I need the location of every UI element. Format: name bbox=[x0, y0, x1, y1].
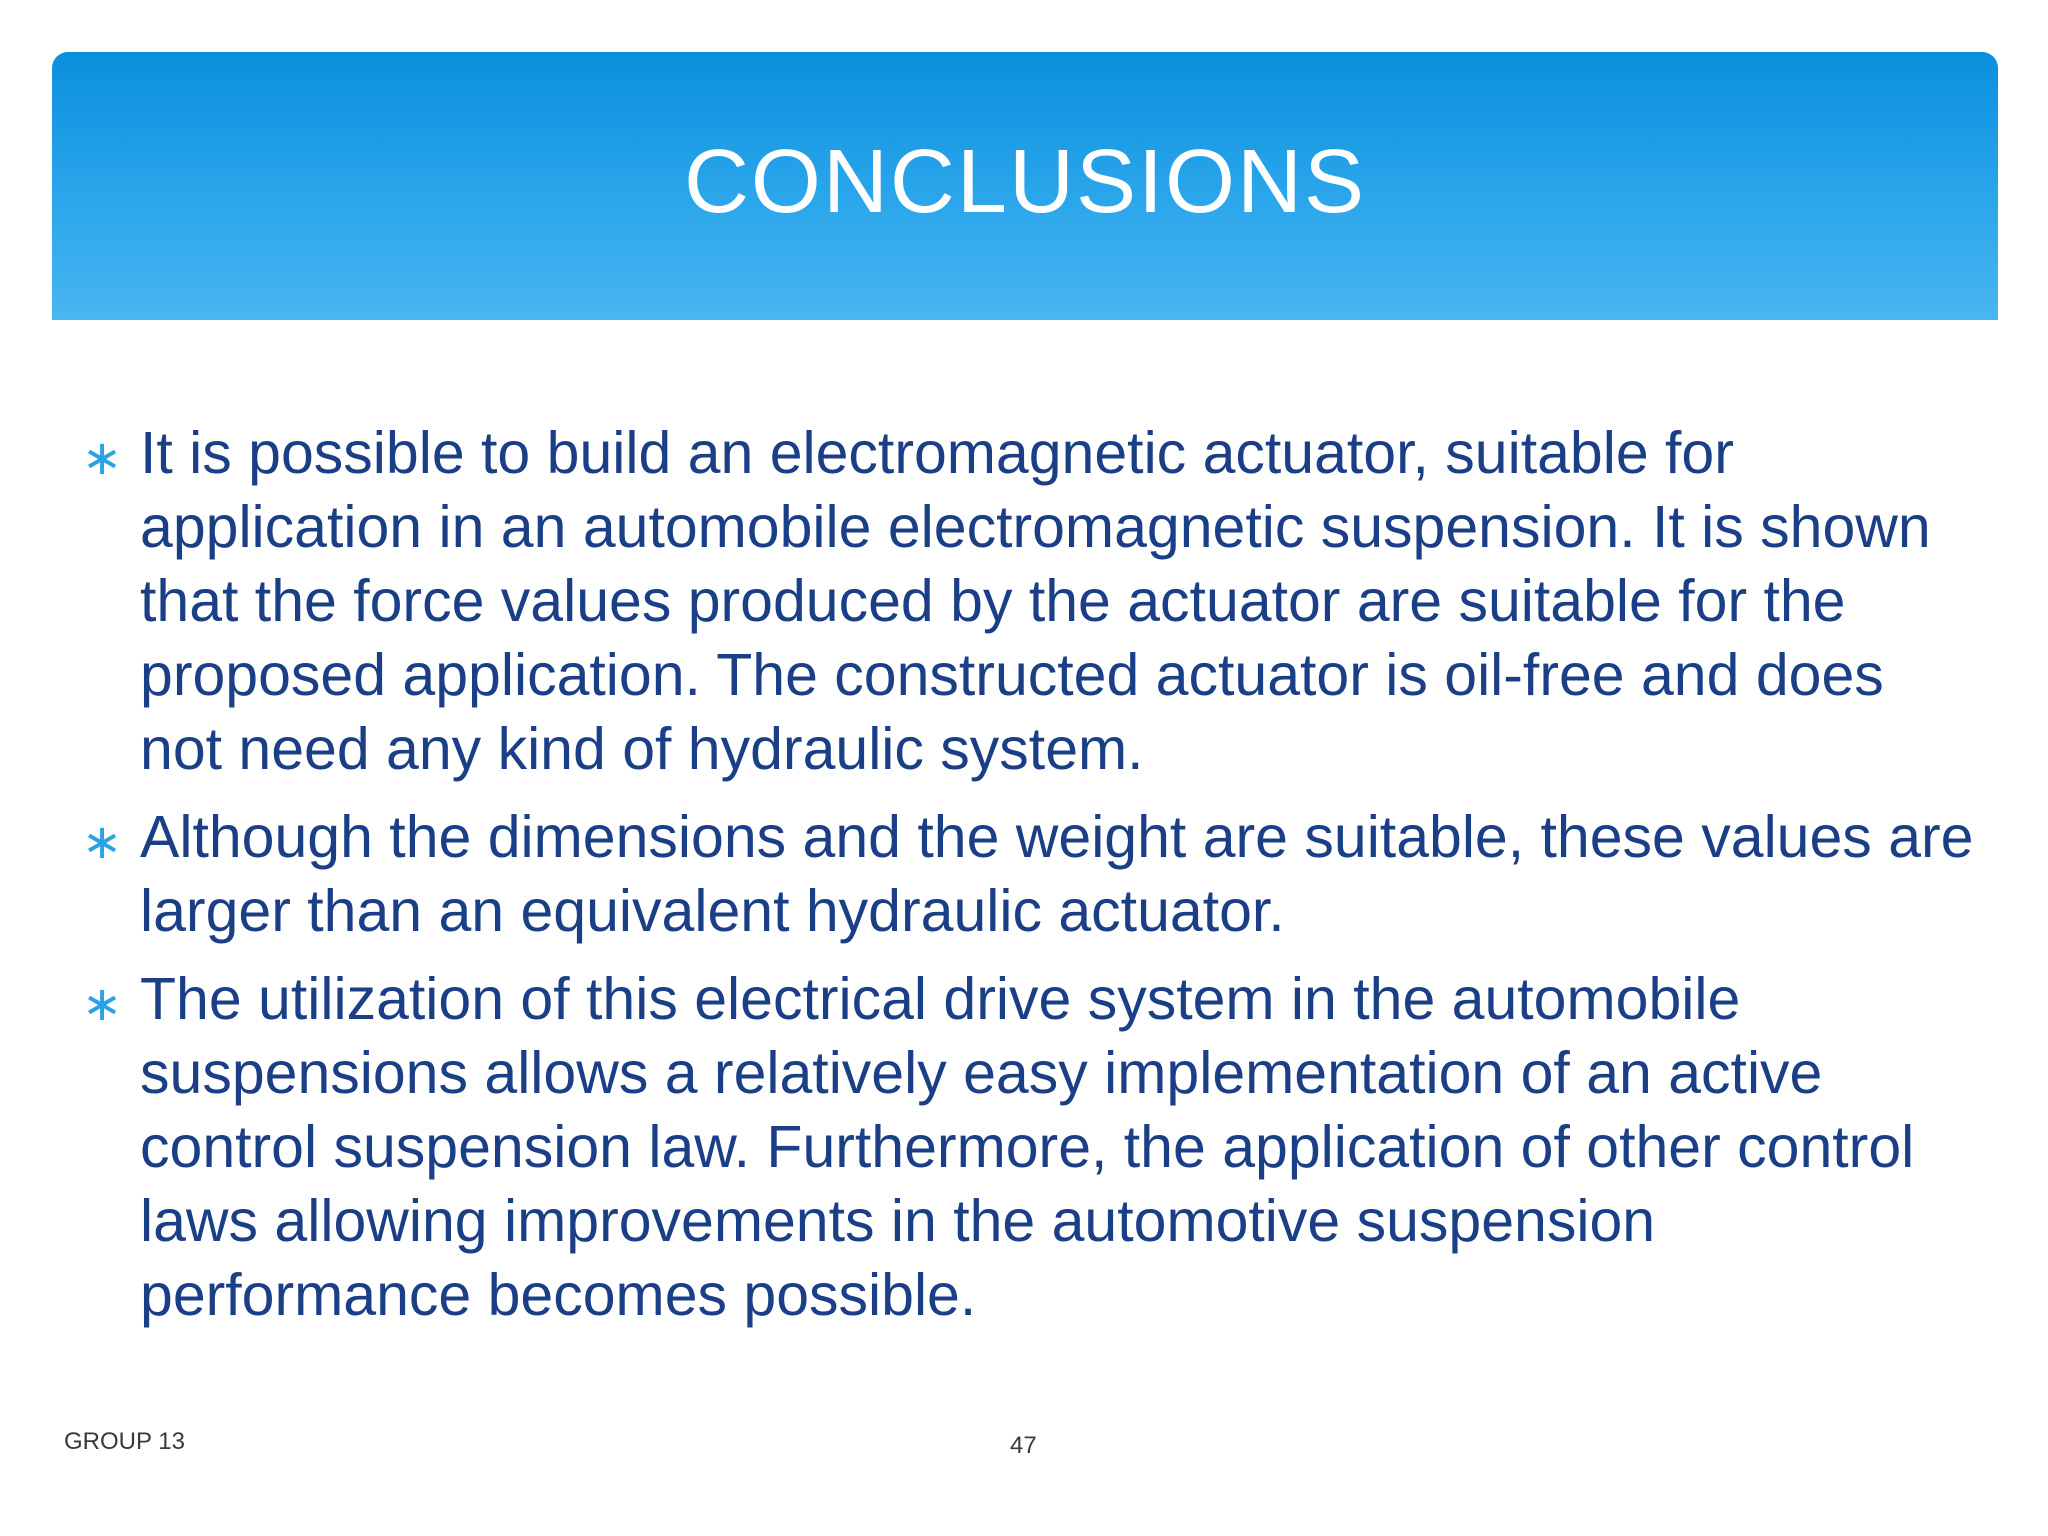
bullet-text: Although the dimensions and the weight are suitable, these values are larger than an equivalent hydraulic actuator. bbox=[140, 804, 1974, 944]
footer-group-label: GROUP 13 bbox=[64, 1428, 185, 1455]
bullet-text: The utilization of this electrical drive system in the automobile suspensions allows a relatively easy implementation of an active control suspension law. Furthermore, the application of other control laws allowing improvements in the automotive suspension performance becomes possible. bbox=[140, 966, 1915, 1328]
asterisk-bullet-icon: ∗ bbox=[82, 816, 123, 869]
footer-page-number: 47 bbox=[1010, 1432, 1037, 1459]
bullet-item bbox=[82, 800, 1982, 948]
slide-title: CONCLUSIONS bbox=[683, 131, 1367, 232]
bullet-list bbox=[82, 416, 1982, 1332]
slide-content bbox=[82, 416, 1982, 1346]
asterisk-bullet-icon: ∗ bbox=[82, 978, 123, 1031]
bullet-text: It is possible to build an electromagnetic actuator, suitable for application in an automobile electromagnetic suspension. It is shown that the force values produced by the actuator are suitable for the proposed application. The constructed actuator is oil-free and does not need any kind of hydraulic system. bbox=[140, 420, 1931, 782]
title-banner bbox=[52, 52, 1998, 320]
bullet-item bbox=[82, 962, 1982, 1332]
asterisk-bullet-icon: ∗ bbox=[82, 432, 123, 485]
bullet-item bbox=[82, 416, 1982, 786]
